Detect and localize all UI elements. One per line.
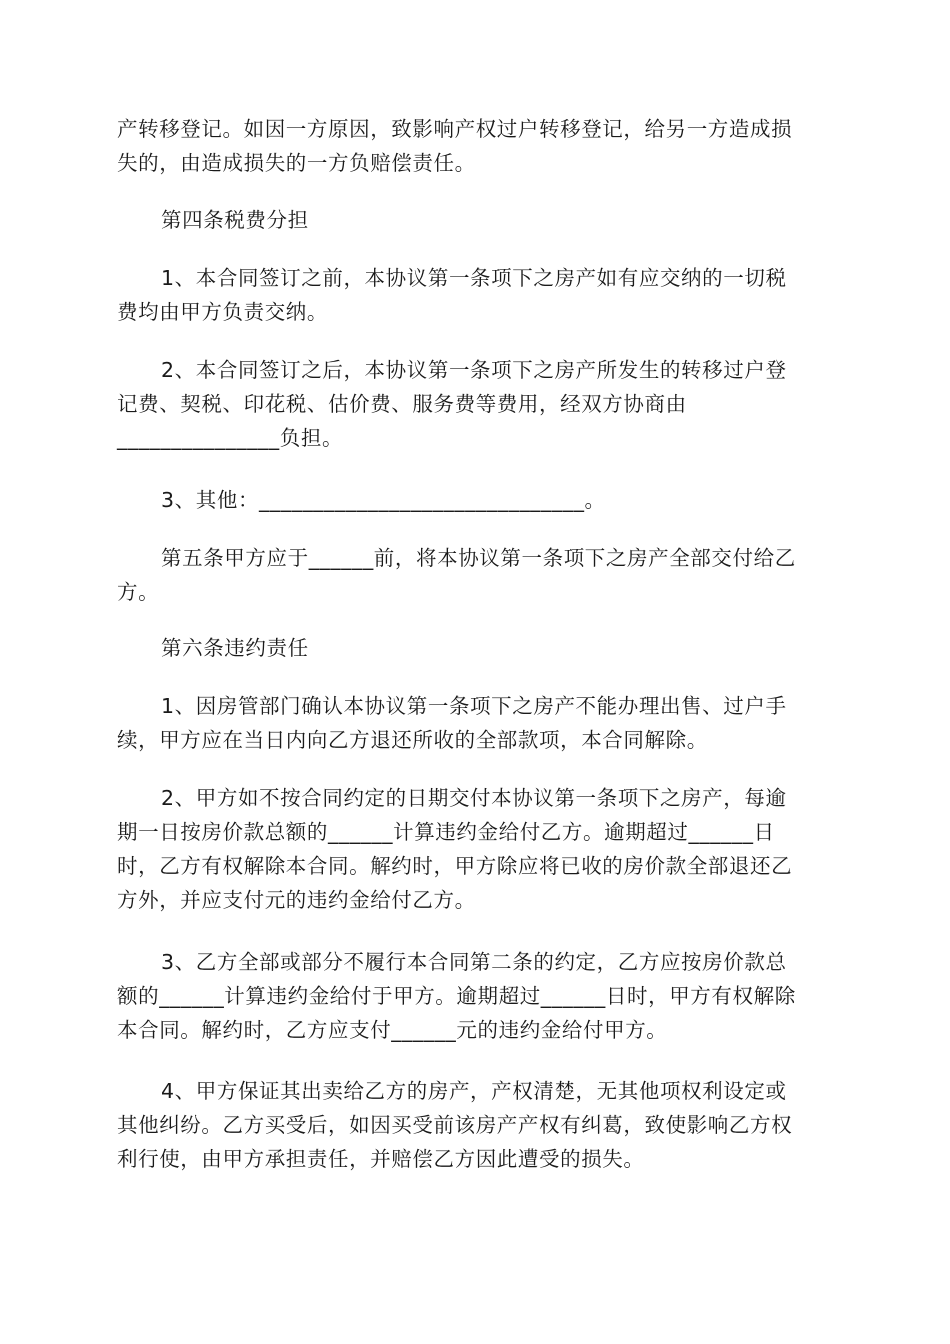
text-line: 方外，并应支付元的违约金给付乙方。 — [117, 888, 476, 912]
text-line: _______________负担。 — [117, 426, 344, 450]
text-line: 时，乙方有权解除本合同。解约时，甲方除应将已收的房价款全部退还乙 — [117, 854, 793, 878]
text-line: 第六条违约责任 — [161, 636, 309, 660]
text-line: 产转移登记。如因一方原因，致影响产权过户转移登记，给另一方造成损 — [117, 117, 793, 141]
text-line: 3、其他：______________________________。 — [161, 488, 606, 512]
text-line: 其他纠纷。乙方买受后，如因买受前该房产产权有纠葛，致使影响乙方权 — [117, 1113, 793, 1137]
text-line: 期一日按房价款总额的______计算违约金给付乙方。逾期超过______日 — [117, 820, 775, 844]
text-line: 1、因房管部门确认本协议第一条项下之房产不能办理出售、过户手 — [161, 694, 787, 718]
text-line: 失的，由造成损失的一方负赔偿责任。 — [117, 151, 476, 175]
article-4-heading — [117, 203, 833, 237]
clause-6-2 — [117, 781, 833, 917]
text-line: 记费、契税、印花税、估价费、服务费等费用，经双方协商由 — [117, 392, 687, 416]
clause-6-1 — [117, 689, 833, 757]
paragraph-transfer-registration — [117, 112, 833, 180]
text-line: 2、甲方如不按合同约定的日期交付本协议第一条项下之房产，每逾 — [161, 786, 787, 810]
text-line: 2、本合同签订之后，本协议第一条项下之房产所发生的转移过户登 — [161, 358, 787, 382]
clause-4-1 — [117, 261, 833, 329]
text-line: 第四条税费分担 — [161, 208, 309, 232]
text-line: 本合同。解约时，乙方应支付______元的违约金给付甲方。 — [117, 1018, 668, 1042]
clause-6-4 — [117, 1074, 833, 1176]
text-line: 续，甲方应在当日内向乙方退还所收的全部款项，本合同解除。 — [117, 728, 708, 752]
clause-4-3 — [117, 483, 833, 517]
text-line: 费均由甲方负责交纳。 — [117, 300, 328, 324]
text-line: 3、乙方全部或部分不履行本合同第二条的约定，乙方应按房价款总 — [161, 950, 787, 974]
article-6-heading — [117, 631, 833, 665]
text-line: 方。 — [117, 580, 160, 604]
clause-6-3 — [117, 945, 833, 1047]
text-line: 第五条甲方应于______前，将本协议第一条项下之房产全部交付给乙 — [161, 546, 796, 570]
text-line: 额的______计算违约金给付于甲方。逾期超过______日时，甲方有权解除 — [117, 984, 796, 1008]
clause-4-2 — [117, 353, 833, 455]
text-line: 4、甲方保证其出卖给乙方的房产，产权清楚，无其他项权利设定或 — [161, 1079, 787, 1103]
article-5 — [117, 541, 833, 609]
text-line: 1、本合同签订之前，本协议第一条项下之房产如有应交纳的一切税 — [161, 266, 787, 290]
text-line: 利行使，由甲方承担责任，并赔偿乙方因此遭受的损失。 — [117, 1147, 645, 1171]
